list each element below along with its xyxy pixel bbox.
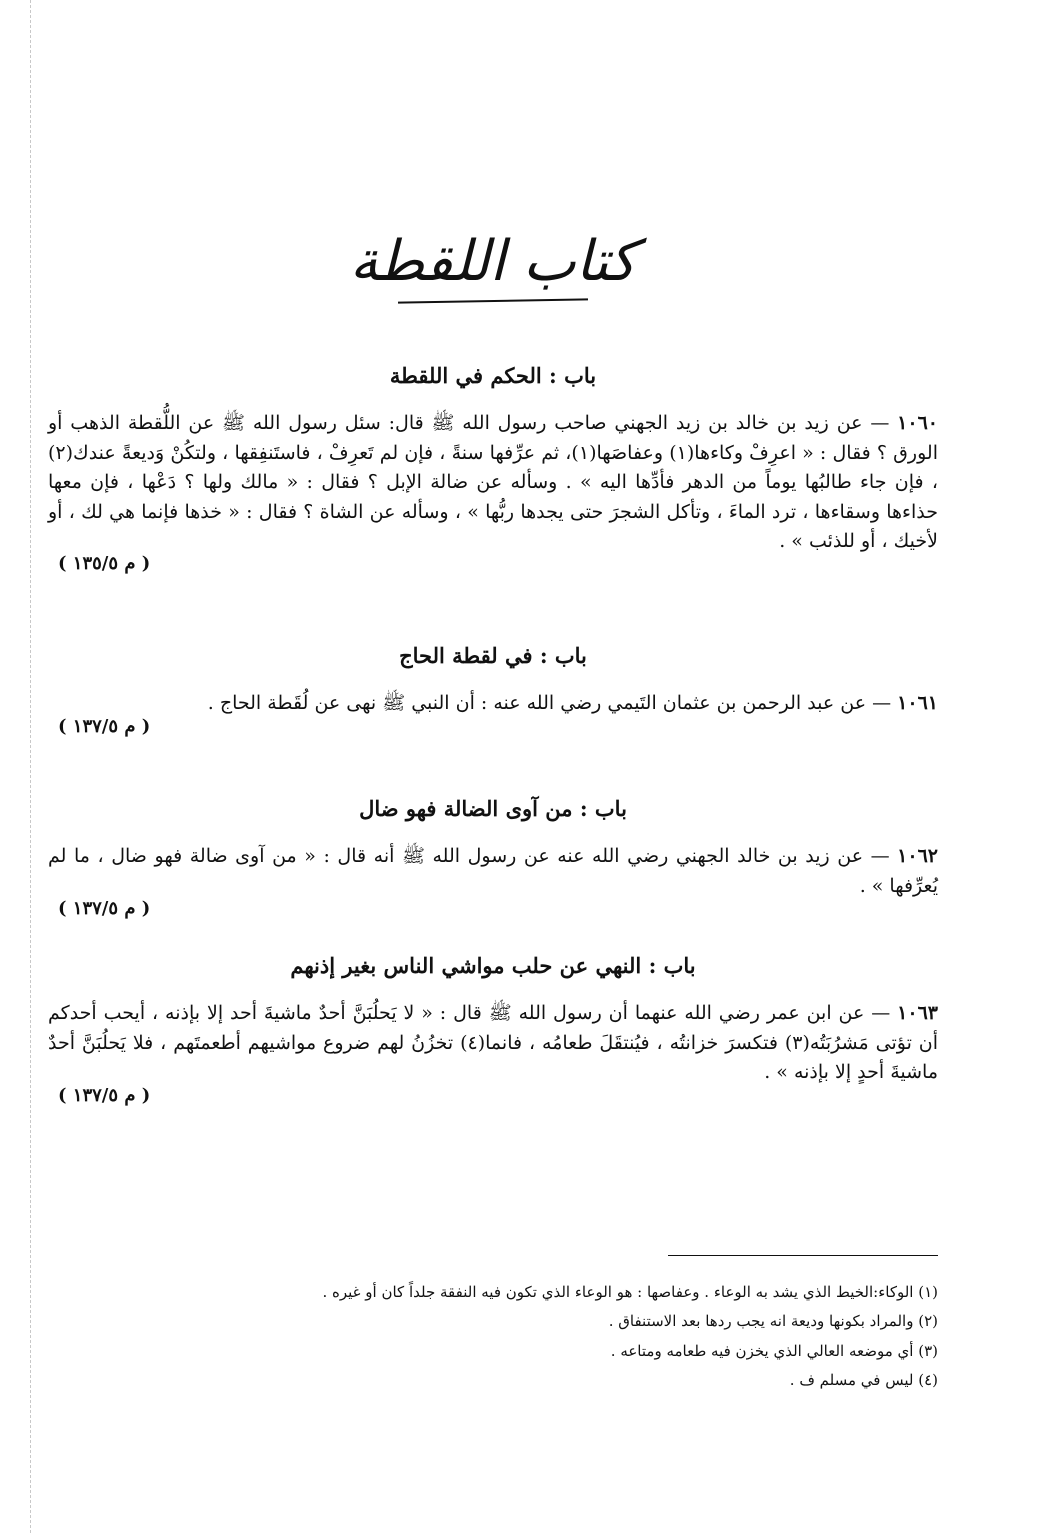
page-edge-line <box>30 0 31 1533</box>
footnotes <box>48 1278 938 1395</box>
footnote-3: (٣) أي موضعه العالي الذي يخزن فيه طعامه ومتاعه . <box>610 1341 938 1360</box>
chapter-heading: باب : النهي عن حلب مواشي الناس بغير إذنهم <box>290 953 696 978</box>
chapter-heading: باب : من آوى الضالة فهو ضال <box>359 796 627 821</box>
book-title: كتاب اللقطة <box>349 229 637 294</box>
hadith-body: — عن ابن عمر رضي الله عنهما أن رسول الله ﷺ قال : « لا يَحلُبَنَّ أحدٌ ماشيةَ أحد إلا بإذنه ، أيحب أحدكم أن تؤتى مَشرُبَتُه(٣) فتكسرَ خزانتُه ، فيُنتقَلَ طعامُه ، فانما(٤) تخزُنُ لهم ضروع مواشيهم أطعمتَهم ، فلا يَحلُبَنَّ أحدٌ ماشيةَ أحدٍ إلا بإذنه » . <box>48 1002 939 1084</box>
chapter-heading: باب : في لقطة الحاج <box>399 643 587 668</box>
hadith-text <box>48 409 938 578</box>
hadith-reference: ( م ١٣٥/٥ ) <box>58 553 151 575</box>
section-1060 <box>48 362 938 578</box>
footnote-1: (١) الوكاء:الخيط الذي يشد به الوعاء . وعفاصها : هو الوعاء الذي تكون فيه النفقة جلداً كان أو غيره . <box>322 1283 938 1301</box>
hadith-number: ١٠٦٣ <box>897 1002 938 1025</box>
hadith-number: ١٠٦١ <box>897 692 938 715</box>
hadith-number: ١٠٦٠ <box>897 412 938 435</box>
hadith-reference: ( م ١٣٧/٥ ) <box>58 715 151 737</box>
hadith-number: ١٠٦٢ <box>897 845 938 868</box>
footnote-4: (٤) ليس في مسلم ف . <box>789 1370 938 1389</box>
hadith-body: — عن زيد بن خالد بن زيد الجهني صاحب رسول الله ﷺ قال: سئل رسول الله ﷺ عن اللُّقطة الذهب أو الورق ؟ فقال : « اعرِفْ وكاءها(١) وعفاصَها(١)، ثم عرِّفها سنةً ، فإن لم تَعرِفْ ، فاستَنفِقها ، ولتكُنْ وَديعةً عندك(٢) ، فإن جاء طالبُها يوماً من الدهر فأدِّها اليه » . وسأله عن ضالة الإبل ؟ فقال : « مالك ولها ؟ دَعْها ، فإن معها حذاءها وسقاءها ، ترد الماءَ ، وتأكل الشجرَ حتى يجدها ربُّها » ، وسأله عن الشاة ؟ فقال : « خذها فإنما هي لك ، أو لأخيك ، أو للذئب » . <box>48 412 938 553</box>
hadith-reference: ( م ١٣٧/٥ ) <box>58 1084 151 1106</box>
footnote-divider <box>668 1255 938 1256</box>
hadith-text <box>48 689 938 740</box>
hadith-reference: ( م ١٣٧/٥ ) <box>58 898 151 920</box>
section-1063 <box>48 952 938 1110</box>
section-1061 <box>48 642 938 741</box>
chapter-heading: باب : الحكم في اللقطة <box>389 363 597 388</box>
section-1062 <box>48 795 938 923</box>
hadith-text <box>48 842 938 923</box>
document-page <box>48 0 938 1533</box>
title-flourish <box>398 298 588 303</box>
hadith-text <box>48 999 938 1109</box>
hadith-body: — عن زيد بن خالد الجهني رضي الله عنه عن رسول الله ﷺ أنه قال : « من آوى ضالة فهو ضال ، ما لم يُعرِّفها » . <box>48 845 938 897</box>
hadith-body: — عن عبد الرحمن بن عثمان التَيمي رضي الله عنه : أن النبي ﷺ نهى عن لُقَطة الحاج . <box>207 692 892 715</box>
footnote-2: (٢) والمراد بكونها وديعة انه يجب ردها بعد الاستنفاق . <box>608 1312 938 1331</box>
